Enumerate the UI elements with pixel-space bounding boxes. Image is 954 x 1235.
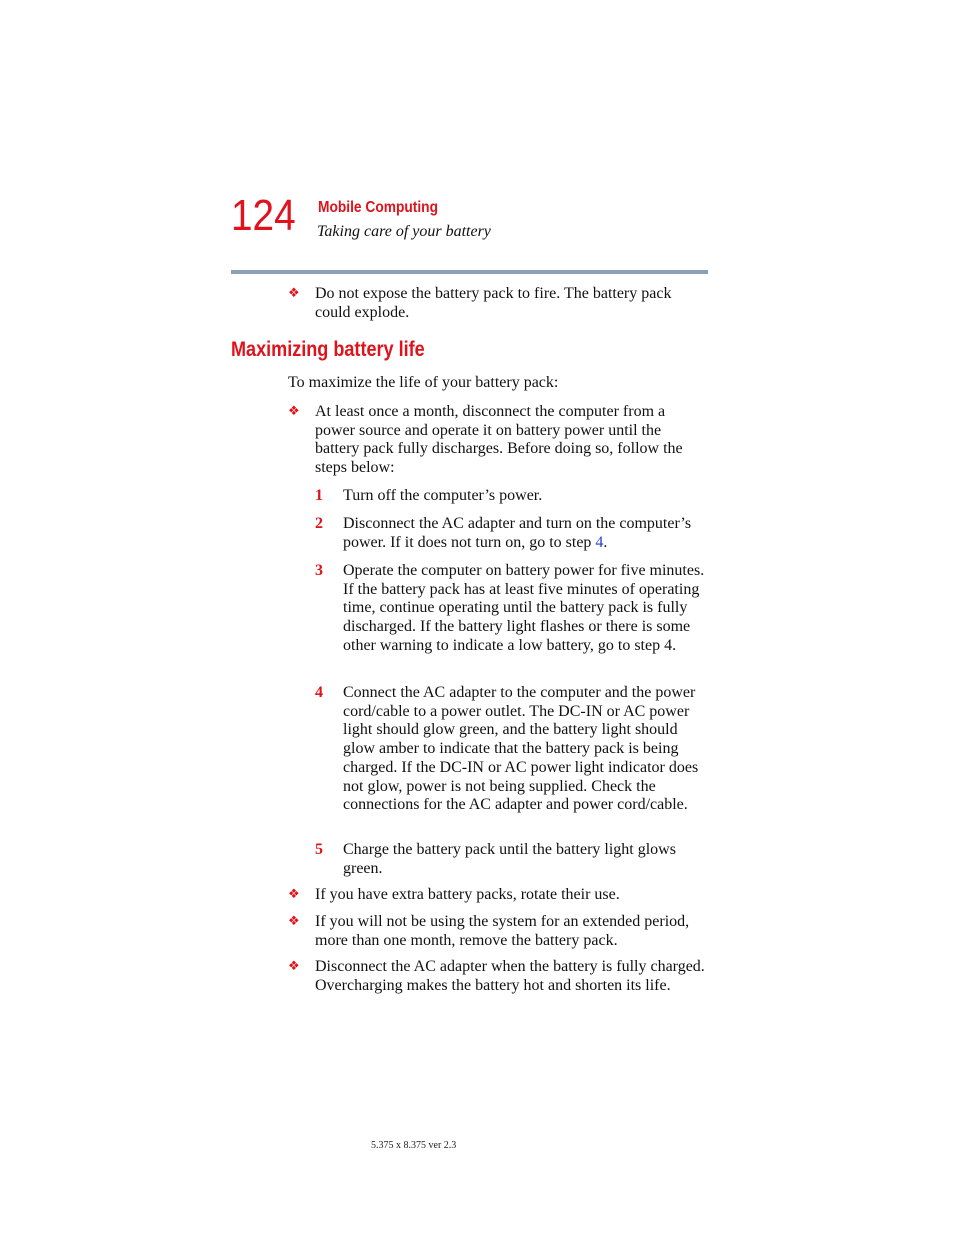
page-number: 124 bbox=[231, 191, 296, 240]
footer-note: 5.375 x 8.375 ver 2.3 bbox=[371, 1140, 457, 1151]
step-text: Turn off the computer’s power. bbox=[343, 487, 543, 504]
diamond-bullet-icon: ❖ bbox=[288, 959, 300, 974]
bullet-text: Do not expose the battery pack to fire. The battery pack could explode. bbox=[315, 285, 672, 321]
step-number: 5 bbox=[315, 841, 323, 858]
step-number: 4 bbox=[315, 684, 323, 701]
header-rule bbox=[231, 270, 708, 274]
step-number: 1 bbox=[315, 487, 323, 504]
step-text: Operate the computer on battery power for five minutes. If the battery pack has at least five minutes of operating time, continue operating until the battery pack is fully discharged. If the battery light flashes or there is some other warning to indicate a low battery, go to step 4. bbox=[343, 562, 705, 654]
step-text: Disconnect the AC adapter and turn on the computer’s power. If it does not turn on, go to step bbox=[343, 515, 692, 551]
step-number: 2 bbox=[315, 515, 323, 532]
bullet-text: If you have extra battery packs, rotate their use. bbox=[315, 886, 620, 903]
step-number: 3 bbox=[315, 562, 323, 579]
step-link[interactable]: 4 bbox=[595, 533, 604, 551]
chapter-title: Mobile Computing bbox=[318, 199, 438, 216]
intro-text: To maximize the life of your battery pack: bbox=[288, 374, 559, 391]
diamond-bullet-icon: ❖ bbox=[288, 914, 300, 929]
section-heading: Maximizing battery life bbox=[231, 338, 425, 361]
section-title: Taking care of your battery bbox=[317, 223, 491, 240]
step-text: Charge the battery pack until the battery light glows green. bbox=[343, 841, 676, 877]
bullet-text: At least once a month, disconnect the computer from a power source and operate it on battery power until the battery pack fully discharges. Before doing so, follow the steps below: bbox=[315, 403, 683, 477]
bullet-text: If you will not be using the system for an extended period, more than one month, remove the battery pack. bbox=[315, 913, 690, 949]
step-text-end: . bbox=[603, 533, 608, 551]
diamond-bullet-icon: ❖ bbox=[288, 286, 300, 301]
diamond-bullet-icon: ❖ bbox=[288, 404, 300, 419]
step-text-container bbox=[343, 515, 708, 552]
bullet-text: Disconnect the AC adapter when the battery is fully charged. Overcharging makes the battery hot and shorten its life. bbox=[315, 958, 705, 994]
diamond-bullet-icon: ❖ bbox=[288, 887, 300, 902]
step-text: Connect the AC adapter to the computer and the power cord/cable to a power outlet. The DC-IN or AC power light should glow green, and the battery light should glow amber to indicate that the battery pack is being charged. If the DC-IN or AC power light indicator does not glow, power is not being supplied. Check the connections for the AC adapter and power cord/cable. bbox=[343, 684, 699, 814]
